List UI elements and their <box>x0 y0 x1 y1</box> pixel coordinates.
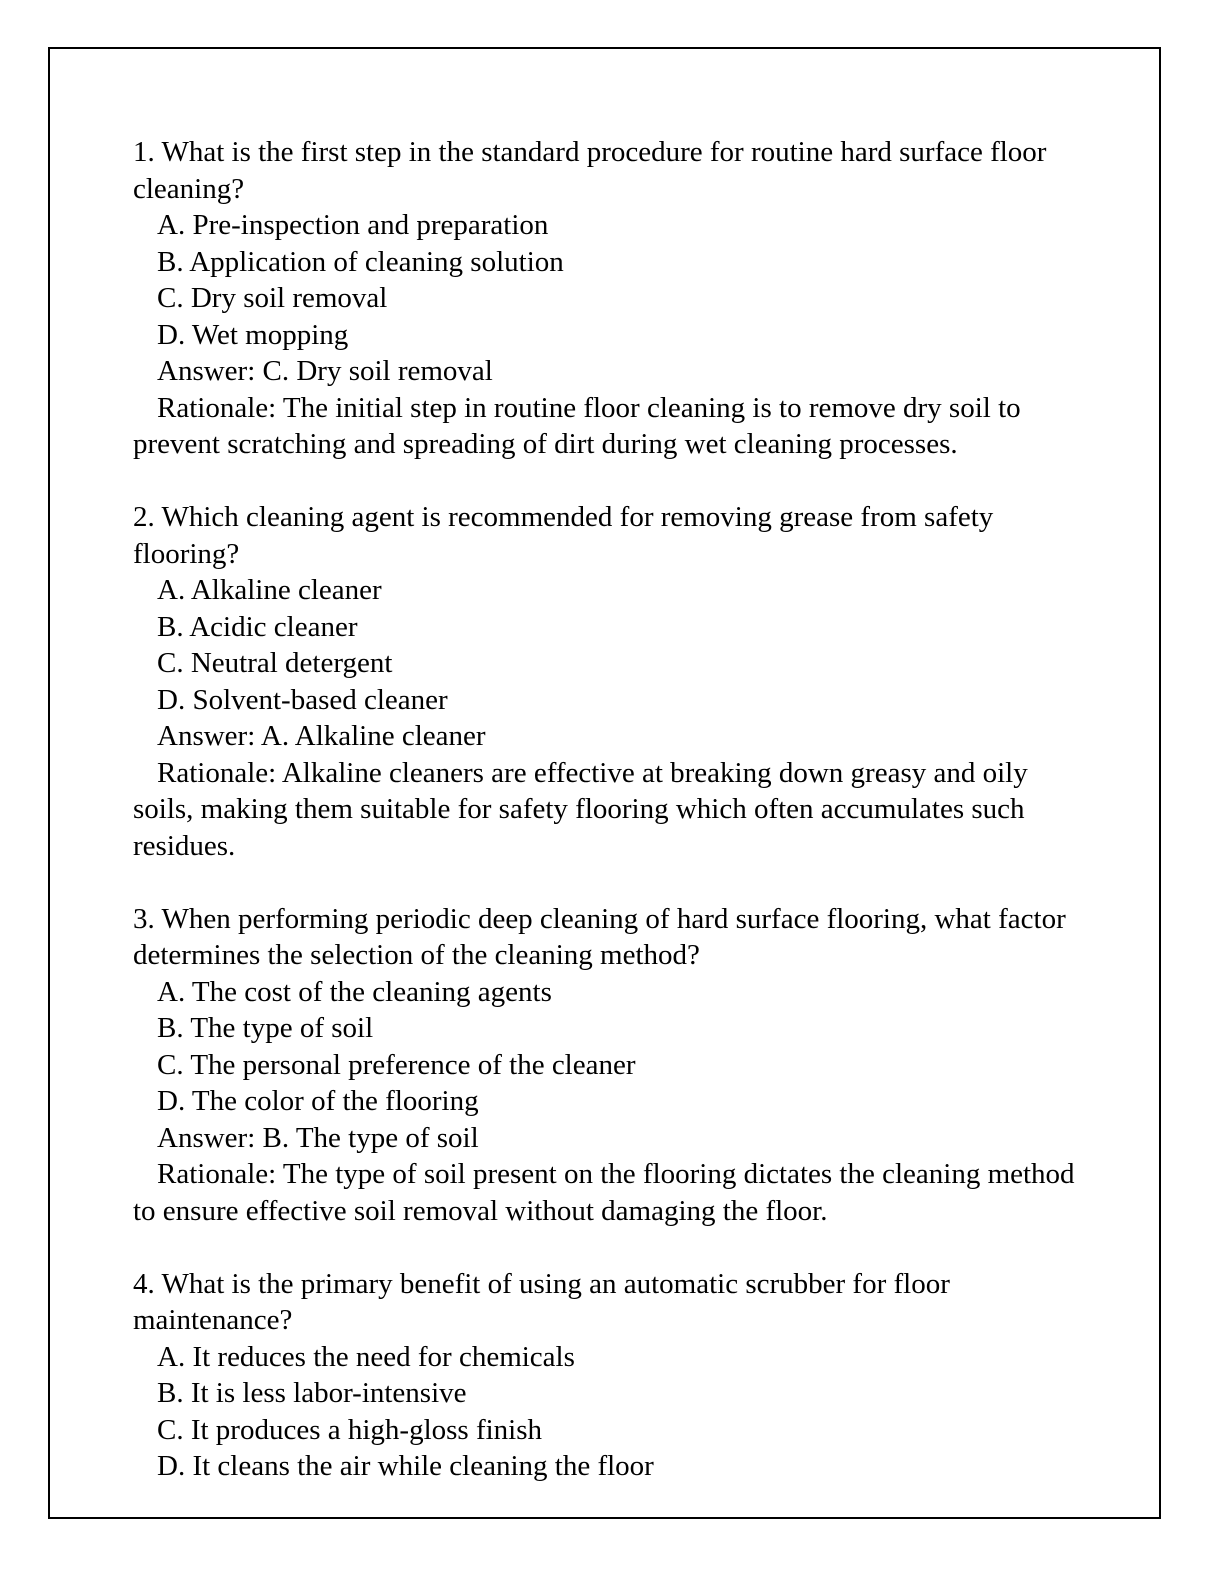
question-2 <box>133 499 1093 864</box>
option-b: B. Application of cleaning solution <box>157 245 564 278</box>
question-1 <box>133 134 1093 463</box>
question-text: 3. When performing periodic deep cleaning of hard surface flooring, what factor determines the selection of the cleaning method? <box>133 902 1066 971</box>
question-text: 4. What is the primary benefit of using an automatic scrubber for floor maintenance? <box>133 1267 950 1336</box>
option-d: D. It cleans the air while cleaning the floor <box>157 1450 654 1482</box>
option-b: B. Acidic cleaner <box>157 610 358 643</box>
question-4 <box>133 1266 1093 1485</box>
option-a: A. The cost of the cleaning agents <box>157 975 552 1008</box>
option-d: D. The color of the flooring <box>157 1085 479 1117</box>
answer-line: Answer: A. Alkaline cleaner <box>157 720 486 752</box>
rationale-text: Rationale: The type of soil present on the flooring dictates the cleaning method to ensure effective soil removal without damaging the floor. <box>133 1158 1075 1227</box>
option-a: A. Pre-inspection and preparation <box>157 209 549 241</box>
rationale-text: Rationale: Alkaline cleaners are effective at breaking down greasy and oily soils, making them suitable for safety flooring which often accumulates such residues. <box>133 756 1028 862</box>
option-d: D. Solvent-based cleaner <box>157 683 448 716</box>
option-c: C. The personal preference of the cleaner <box>157 1048 636 1081</box>
option-c: C. Neutral detergent <box>157 647 393 679</box>
question-text: 1. What is the first step in the standard procedure for routine hard surface floor cleaning? <box>133 136 1047 205</box>
option-b: B. The type of soil <box>157 1012 374 1044</box>
answer-line: Answer: C. Dry soil removal <box>157 355 493 387</box>
option-b: B. It is less labor-intensive <box>157 1377 467 1409</box>
option-c: C. It produces a high-gloss finish <box>157 1413 543 1446</box>
rationale-text: Rationale: The initial step in routine floor cleaning is to remove dry soil to prevent scratching and spreading of dirt during wet cleaning processes. <box>133 391 1021 460</box>
answer-line: Answer: B. The type of soil <box>157 1121 479 1154</box>
question-text: 2. Which cleaning agent is recommended for removing grease from safety flooring? <box>133 501 994 570</box>
question-3 <box>133 901 1093 1230</box>
option-a: A. Alkaline cleaner <box>157 574 382 606</box>
option-a: A. It reduces the need for chemicals <box>157 1340 575 1373</box>
document-content <box>133 134 1093 1521</box>
option-d: D. Wet mopping <box>157 318 349 351</box>
option-c: C. Dry soil removal <box>157 282 388 314</box>
